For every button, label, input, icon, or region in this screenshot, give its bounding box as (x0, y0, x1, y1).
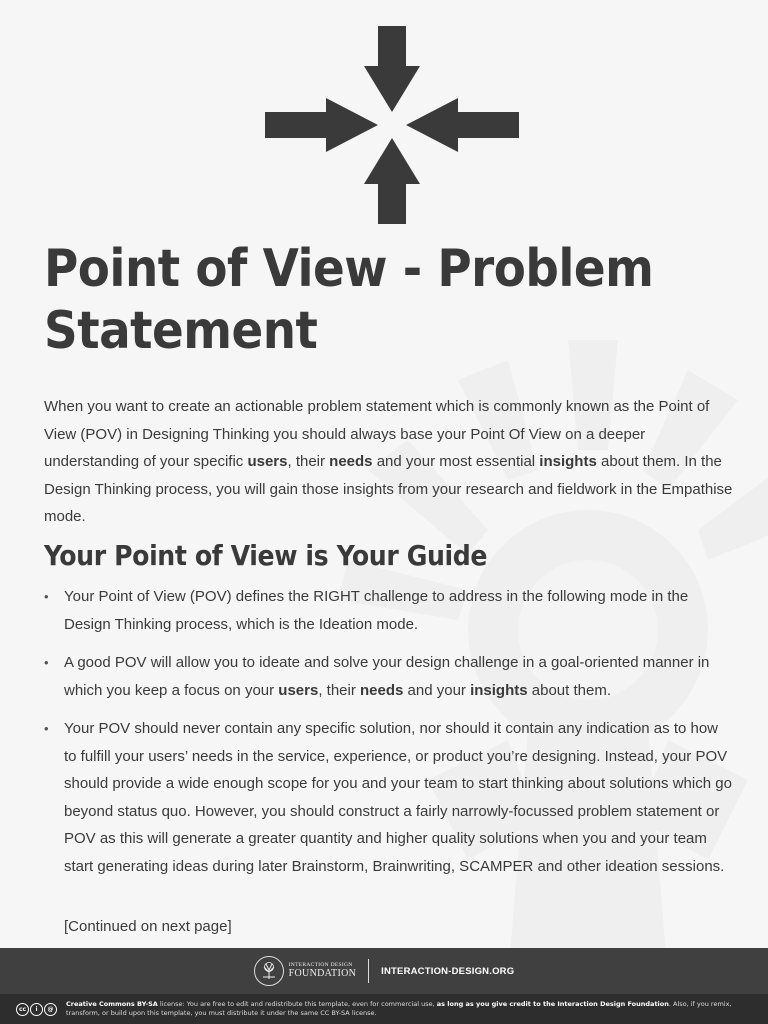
logo-wordmark: INTERACTION DESIGN FOUNDATION (288, 962, 357, 979)
bullet-marker: • (44, 589, 49, 604)
cc-icon: cc (16, 1003, 29, 1016)
bullet-marker: • (44, 655, 49, 670)
section-heading: Your Point of View is Your Guide (44, 539, 488, 572)
list-item: • Your Point of View (POV) defines the RIGHT challenge to address in the following mode in the Design Thinking process, which is the Ideation mode. (44, 583, 734, 638)
continued-note: [Continued on next page] (64, 918, 232, 935)
footer-url-link[interactable]: INTERACTION-DESIGN.ORG (381, 965, 515, 977)
footer-bar (0, 948, 768, 994)
share-alike-icon: @ (44, 1003, 57, 1016)
intro-paragraph: When you want to create an actionable problem statement which is commonly known as the Point of View (POV) in Designing Thinking you should always base your Point Of View on a deeper understanding of your specific users, their needs and your most essential insights about them. In the Design Thinking process, you will gain those insights from your research and fieldwork in the Empathise mode. (44, 398, 733, 525)
page-title: Point of View - Problem Statement (44, 239, 654, 361)
license-bar (0, 994, 768, 1024)
cc-license-icons[interactable] (16, 1003, 58, 1016)
idf-logo[interactable] (254, 956, 356, 986)
list-item: • A good POV will allow you to ideate and solve your design challenge in a goal-oriented manner in which you keep a focus on your users, their needs and your insights about them. (44, 649, 734, 704)
bullet-list (44, 583, 734, 891)
bullet-marker: • (44, 721, 49, 736)
license-text: Creative Commons BY-SA license: You are free to edit and redistribute this template, even for commercial use, as long as you give credit to the Interaction Design Foundation. Also, if you remix, transform, or build upon this template, you must distribute it under the same CC BY-SA license. (66, 1000, 732, 1017)
tree-icon (254, 956, 284, 986)
attribution-icon: i (30, 1003, 43, 1016)
footer-divider (368, 959, 369, 983)
list-item: • Your POV should never contain any specific solution, nor should it contain any indication as to how to fulfill your users’ needs in the service, experience, or product you’re designing. Instead, your POV should provide a wide enough scope for you and your team to start thinking about solutions which go beyond status quo. However, you should construct a fairly narrowly-focussed problem statement or POV as this will generate a greater quantity and higher quality solutions when you and your team start generating ideas during later Brainstorm, Brainwriting, SCAMPER and other ideation sessions. (44, 715, 734, 880)
converging-arrows-icon (262, 26, 522, 224)
